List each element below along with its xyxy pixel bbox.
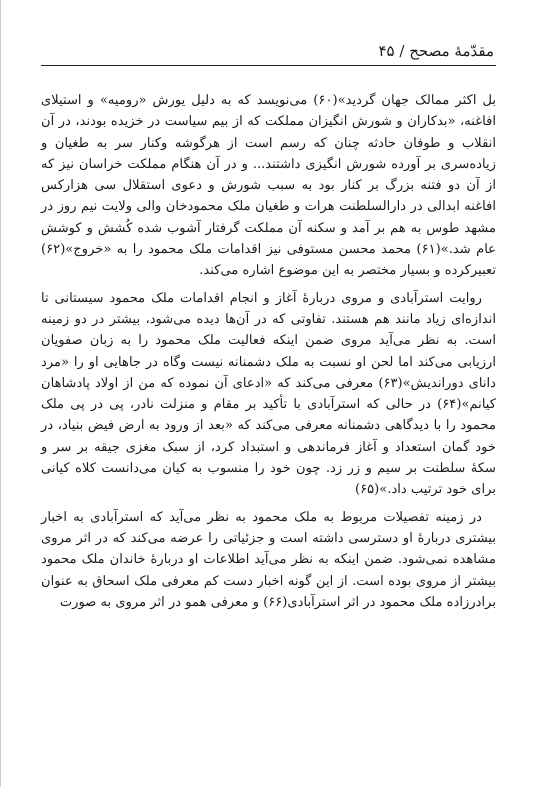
header-rule xyxy=(41,65,496,66)
body-text xyxy=(41,90,496,613)
paragraph-2 xyxy=(41,288,496,501)
paragraph-2-text: روایت استرآبادی و مروی دربارهٔ آغاز و انجام اقدامات ملک محمود سیستانی تا اندازه‌ای زیاد مانند هم هستند. تفاوتی که در آن‌ها دیده می‌شود، بیشتر در دو زمینه است. به نظر می‌آید مروی ضمن اینکه فعالیت ملک محمود را به زبان صفویان ارزیابی می‌کند اما لحن او نسبت به ملک دشمنانه نیست وگاه در جاهایی او را «مرد دانای دوراندیش»(۶۳) معرفی می‌کند که «ادعای آن نموده که من از اولاد پادشاهان کیانم»(۶۴) در حالی که استرآبادی با تأکید بر مقام و منزلت نادر، پی در پی ملک محمود را با دیدگاهی دشمنانه معرفی می‌کند که «بعد از ورود به ارض فیض بنیاد، در خود گمان استعداد و آغاز فرماندهی و استبداد کرد، از سبک مغزی جیقه بر سر و سکهٔ سلطنت بر سیم و زر زد. چون خود را منسوب به کیان می‌دانست کلاه کیانی برای خود ترتیب داد.»(۶۵) xyxy=(41,290,497,498)
page-header xyxy=(41,40,496,66)
page-number: ۴۵ xyxy=(378,42,395,60)
header-separator: / xyxy=(399,42,405,60)
paragraph-1-text: بل اکثر ممالک جهان گردید»(۶۰) می‌نویسد که به دلیل یورش «رومیه» و استیلای افاغنه، «بدکاران و شورش انگیزان مملکت که از بیم سیاست در خزیده بودند، در آن انقلاب و طوفان حادثه چنان که رسم است از هرگوشه وکنار سر به طغیان و زیاده‌سری بر آورده شورش انگیزی داشتند... و در آن هنگام مملکت خراسان نیز که از آن دو فتنه بزرگ بر کنار بود به سبب شورش و دعوی استقلال سی هزارکس افاغنه ابدالی در دارالسلطنت هرات و طغیان ملک محمودخان والی ولایت نیم روز در مشهد طوس به هم بر آمد و سکنه آن مملکت گرفتار آشوب شده کُشش و کوشش عام شد.»(۶۱) محمد محسن مستوفی نیز اقدامات ملک محمود را به «خروج»(۶۲) تعبیرکرده و بسیار مختصر به این موضوع اشاره می‌کند. xyxy=(41,93,497,279)
paragraph-1 xyxy=(41,90,496,282)
paragraph-3-text: در زمینه تفصیلات مربوط به ملک محمود به نظر می‌آید که استرآبادی به اخبار بیشتری دربارهٔ او دسترسی داشته است و جزئیاتی را عرضه می‌کند که در اثر مروی مشاهده نمی‌شود. ضمن اینکه به نظر می‌آید اطلاعات او دربارهٔ خاندان ملک محمود بیشتر از مروی بوده است. از این گونه اخبار دست کم معرفی ملک اسحاق به عنوان برادرزاده ملک محمود در اثر استرآبادی(۶۶) و معرفی همو در اثر مروی به صورت xyxy=(41,509,496,610)
header-title: مقدّمهٔ مصحح xyxy=(409,42,494,60)
paragraph-3 xyxy=(41,507,496,613)
running-head xyxy=(379,40,495,62)
